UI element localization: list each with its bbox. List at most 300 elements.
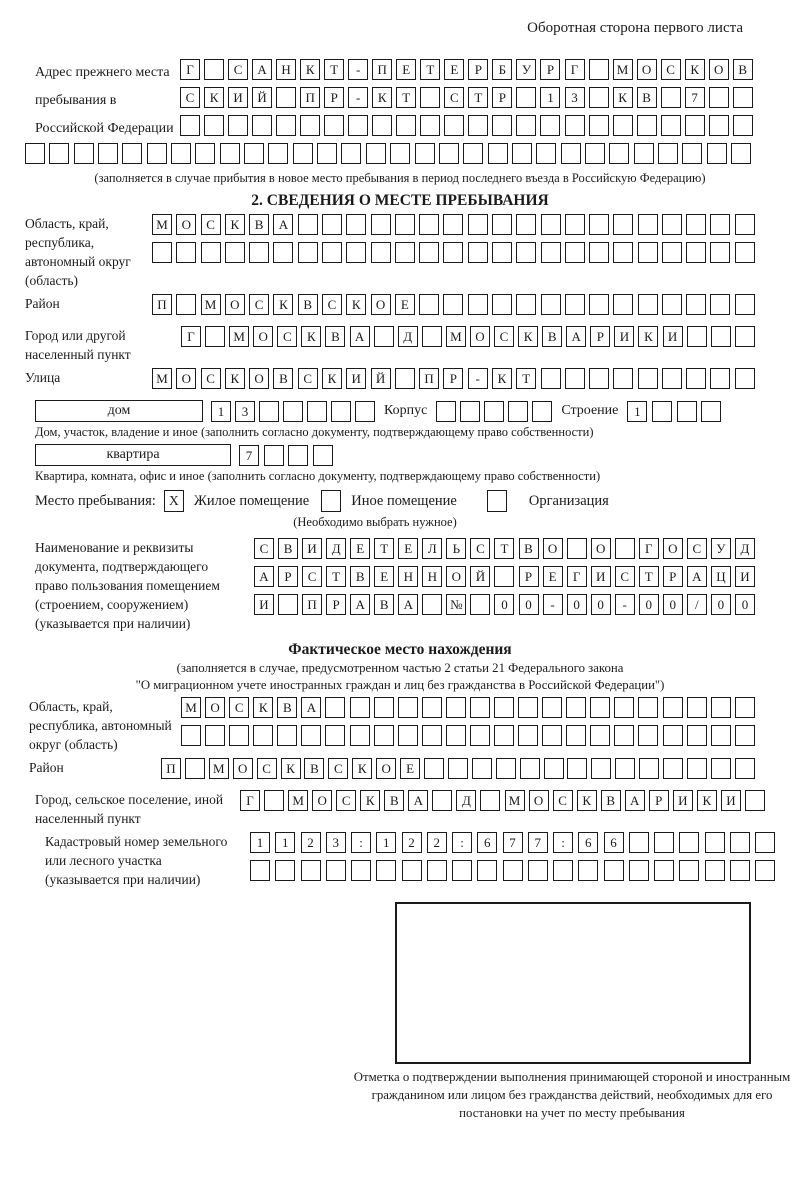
char-box xyxy=(298,214,318,235)
char-box: П xyxy=(152,294,172,315)
char-box xyxy=(366,143,386,164)
char-box xyxy=(638,242,658,263)
char-box xyxy=(204,115,224,136)
char-box: К xyxy=(638,326,658,347)
char-box xyxy=(307,401,327,422)
char-box xyxy=(390,143,410,164)
char-box xyxy=(565,368,585,389)
char-box: П xyxy=(300,87,320,108)
char-box: О xyxy=(591,538,611,559)
char-box xyxy=(301,725,321,746)
char-box: 1 xyxy=(275,832,295,853)
actual-district-field xyxy=(25,758,775,786)
char-box xyxy=(420,87,440,108)
char-box: В xyxy=(249,214,269,235)
char-box xyxy=(731,143,751,164)
char-box: 2 xyxy=(427,832,447,853)
char-box: А xyxy=(350,594,370,615)
char-box xyxy=(176,294,196,315)
char-box xyxy=(735,242,755,263)
apartment-cells xyxy=(239,445,333,466)
char-box: : xyxy=(351,832,371,853)
char-box: А xyxy=(566,326,586,347)
char-box xyxy=(710,368,730,389)
char-box xyxy=(374,326,394,347)
char-box: Т xyxy=(516,368,536,389)
char-box xyxy=(709,115,729,136)
char-box xyxy=(541,214,561,235)
char-box: М xyxy=(229,326,249,347)
char-box: 1 xyxy=(627,401,647,422)
char-box xyxy=(662,242,682,263)
char-box xyxy=(561,143,581,164)
char-box xyxy=(225,242,245,263)
char-box: И xyxy=(721,790,741,811)
cadastral-row-2 xyxy=(250,860,775,881)
char-box xyxy=(420,115,440,136)
char-box xyxy=(707,143,727,164)
char-box: П xyxy=(372,59,392,80)
char-box: 3 xyxy=(565,87,585,108)
char-box xyxy=(443,294,463,315)
apartment-box-label: квартира xyxy=(35,444,231,466)
char-box xyxy=(565,242,585,263)
char-box: А xyxy=(273,214,293,235)
char-box: М xyxy=(613,59,633,80)
stay-type-checkbox-residential: X xyxy=(164,490,184,512)
actual-region-row-1 xyxy=(181,697,755,718)
char-box xyxy=(578,860,598,881)
char-box: В xyxy=(304,758,324,779)
char-box xyxy=(350,725,370,746)
char-box xyxy=(710,294,730,315)
char-box: И xyxy=(673,790,693,811)
char-box: Н xyxy=(276,59,296,80)
char-box: А xyxy=(398,594,418,615)
char-box: 3 xyxy=(326,832,346,853)
char-box xyxy=(518,697,538,718)
house-number-cells xyxy=(211,401,375,422)
char-box xyxy=(661,115,681,136)
char-box xyxy=(541,368,561,389)
char-box xyxy=(677,401,697,422)
char-box: К xyxy=(301,326,321,347)
char-box xyxy=(484,401,504,422)
previous-address-label: Адрес прежнего места пребывания в Российской Федерации xyxy=(35,65,174,136)
char-box xyxy=(205,725,225,746)
char-box xyxy=(565,294,585,315)
char-box xyxy=(250,860,270,881)
house-row xyxy=(35,400,775,422)
char-box: Т xyxy=(326,566,346,587)
char-box: В xyxy=(601,790,621,811)
char-box xyxy=(613,294,633,315)
previous-address-row-4 xyxy=(25,143,751,164)
char-box xyxy=(544,758,564,779)
char-box: К xyxy=(492,368,512,389)
char-box: Б xyxy=(492,59,512,80)
char-box: К xyxy=(352,758,372,779)
char-box: : xyxy=(452,832,472,853)
char-box: 2 xyxy=(402,832,422,853)
char-box xyxy=(374,725,394,746)
char-box xyxy=(205,326,225,347)
char-box xyxy=(634,143,654,164)
stroenie-label: Строение xyxy=(561,403,619,418)
char-box xyxy=(419,294,439,315)
char-box: О xyxy=(446,566,466,587)
char-box: И xyxy=(254,594,274,615)
char-box: М xyxy=(209,758,229,779)
char-box xyxy=(253,725,273,746)
char-box: П xyxy=(302,594,322,615)
char-box xyxy=(492,242,512,263)
char-box: В xyxy=(374,594,394,615)
char-box: С xyxy=(444,87,464,108)
char-box xyxy=(679,860,699,881)
char-box xyxy=(685,115,705,136)
char-box: Ь xyxy=(446,538,466,559)
char-box: Е xyxy=(395,294,415,315)
page-side-note: Оборотная сторона первого листа xyxy=(527,20,743,36)
char-box xyxy=(566,725,586,746)
char-box: С xyxy=(336,790,356,811)
char-box: 7 xyxy=(503,832,523,853)
char-box xyxy=(468,242,488,263)
char-box: К xyxy=(273,294,293,315)
char-box: К xyxy=(346,294,366,315)
char-box: 6 xyxy=(578,832,598,853)
actual-district-label: Район xyxy=(29,760,64,775)
char-box xyxy=(325,725,345,746)
char-box: О xyxy=(371,294,391,315)
char-box xyxy=(220,143,240,164)
region-grid xyxy=(152,214,755,270)
char-box: С xyxy=(254,538,274,559)
char-box xyxy=(252,115,272,136)
actual-region-field xyxy=(25,697,775,754)
char-box xyxy=(755,832,775,853)
char-box: Р xyxy=(326,594,346,615)
previous-address-block xyxy=(25,59,775,164)
char-box xyxy=(402,860,422,881)
char-box: Р xyxy=(443,368,463,389)
char-box: К xyxy=(281,758,301,779)
char-box xyxy=(687,697,707,718)
char-box xyxy=(415,143,435,164)
char-box xyxy=(701,401,721,422)
char-box: А xyxy=(687,566,707,587)
house-box-label: дом xyxy=(35,400,203,422)
char-box: - xyxy=(348,59,368,80)
actual-location-title: Фактическое место нахождения xyxy=(288,641,512,658)
char-box: - xyxy=(468,368,488,389)
section2-title: 2. СВЕДЕНИЯ О МЕСТЕ ПРЕБЫВАНИЯ xyxy=(251,192,549,209)
char-box: М xyxy=(181,697,201,718)
char-box: С xyxy=(228,59,248,80)
char-box xyxy=(436,401,456,422)
char-box: С xyxy=(298,368,318,389)
apartment-note: Квартира, комната, офис и иное (заполнить согласно документу, подтверждающему право собственности) xyxy=(35,469,601,483)
previous-address-row-3 xyxy=(180,115,753,136)
char-box xyxy=(273,242,293,263)
char-box: С xyxy=(249,294,269,315)
char-box: Т xyxy=(396,87,416,108)
stay-type-row xyxy=(35,490,775,512)
char-box xyxy=(709,87,729,108)
char-box xyxy=(313,445,333,466)
char-box: Д xyxy=(456,790,476,811)
char-box xyxy=(613,214,633,235)
char-box: Р xyxy=(540,59,560,80)
document-row-3 xyxy=(254,594,755,615)
district-row xyxy=(152,294,755,315)
char-box xyxy=(516,115,536,136)
city-row xyxy=(181,326,755,347)
char-box xyxy=(735,368,755,389)
char-box: А xyxy=(350,326,370,347)
char-box xyxy=(460,401,480,422)
char-box xyxy=(171,143,191,164)
char-box xyxy=(249,242,269,263)
document-label: Наименование и реквизиты документа, подтверждающего право пользования помещением (строением, сооружением) (указывается при наличии) xyxy=(35,540,220,631)
char-box: В xyxy=(384,790,404,811)
char-box xyxy=(566,697,586,718)
char-box xyxy=(372,115,392,136)
char-box xyxy=(541,242,561,263)
char-box xyxy=(244,143,264,164)
char-box xyxy=(346,214,366,235)
char-box xyxy=(492,214,512,235)
char-box: К xyxy=(372,87,392,108)
char-box: Д xyxy=(735,538,755,559)
char-box xyxy=(730,860,750,881)
char-box: О xyxy=(253,326,273,347)
char-box xyxy=(201,242,221,263)
char-box: О xyxy=(249,368,269,389)
char-box xyxy=(341,143,361,164)
char-box xyxy=(516,214,536,235)
char-box xyxy=(395,368,415,389)
char-box xyxy=(705,832,725,853)
char-box xyxy=(503,860,523,881)
char-box xyxy=(682,143,702,164)
char-box: И xyxy=(346,368,366,389)
char-box xyxy=(553,860,573,881)
char-box xyxy=(567,538,587,559)
char-box xyxy=(662,294,682,315)
char-box xyxy=(468,294,488,315)
char-box: Т xyxy=(420,59,440,80)
char-box xyxy=(350,697,370,718)
char-box: Е xyxy=(543,566,563,587)
char-box xyxy=(661,87,681,108)
char-box xyxy=(25,143,45,164)
char-box: О xyxy=(176,368,196,389)
char-box xyxy=(733,87,753,108)
char-box xyxy=(638,725,658,746)
char-box: Т xyxy=(639,566,659,587)
char-box: С xyxy=(470,538,490,559)
char-box: Р xyxy=(324,87,344,108)
char-box xyxy=(324,115,344,136)
char-box xyxy=(710,242,730,263)
char-box: 0 xyxy=(567,594,587,615)
char-box: 0 xyxy=(639,594,659,615)
char-box: 1 xyxy=(211,401,231,422)
char-box xyxy=(686,368,706,389)
char-box: И xyxy=(663,326,683,347)
char-box xyxy=(629,832,649,853)
char-box: 1 xyxy=(250,832,270,853)
previous-address-note: (заполняется в случае прибытия в новое место пребывания в период последнего въезда в Российскую Федерацию) xyxy=(94,171,706,185)
char-box: Т xyxy=(324,59,344,80)
char-box xyxy=(147,143,167,164)
char-box: 3 xyxy=(235,401,255,422)
char-box xyxy=(615,538,635,559)
char-box xyxy=(662,214,682,235)
actual-region-label: Область, край, республика, автономный округ (область) xyxy=(29,699,172,752)
char-box xyxy=(494,725,514,746)
char-box xyxy=(283,401,303,422)
char-box xyxy=(419,214,439,235)
char-box: К xyxy=(685,59,705,80)
char-box: К xyxy=(518,326,538,347)
char-box xyxy=(331,401,351,422)
char-box: В xyxy=(519,538,539,559)
char-box: С xyxy=(257,758,277,779)
char-box xyxy=(711,326,731,347)
stay-type-option-residential: Жилое помещение xyxy=(193,492,310,509)
char-box: 7 xyxy=(685,87,705,108)
char-box xyxy=(711,725,731,746)
char-box xyxy=(733,115,753,136)
apartment-row xyxy=(35,444,775,466)
char-box xyxy=(98,143,118,164)
char-box: 0 xyxy=(591,594,611,615)
char-box xyxy=(228,115,248,136)
char-box xyxy=(658,143,678,164)
char-box xyxy=(614,725,634,746)
char-box: С xyxy=(553,790,573,811)
char-box: С xyxy=(201,368,221,389)
char-box: Р xyxy=(649,790,669,811)
char-box xyxy=(277,725,297,746)
cadastral-label: Кадастровый номер земельного или лесного участка (указывается при наличии) xyxy=(45,834,228,887)
char-box xyxy=(477,860,497,881)
char-box: О xyxy=(637,59,657,80)
char-box: К xyxy=(697,790,717,811)
char-box: К xyxy=(577,790,597,811)
char-box: Г xyxy=(181,326,201,347)
confirmation-stamp-box xyxy=(395,902,751,1064)
char-box: М xyxy=(505,790,525,811)
char-box xyxy=(470,697,490,718)
char-box xyxy=(565,115,585,136)
char-box: Е xyxy=(400,758,420,779)
stay-type-checkbox-other xyxy=(321,490,341,512)
char-box: П xyxy=(161,758,181,779)
region-label: Область, край, республика, автономный округ (область) xyxy=(25,216,131,288)
char-box xyxy=(492,115,512,136)
char-box xyxy=(589,214,609,235)
char-box: Е xyxy=(374,566,394,587)
char-box xyxy=(351,860,371,881)
char-box: № xyxy=(446,594,466,615)
char-box xyxy=(663,758,683,779)
char-box xyxy=(687,326,707,347)
char-box: П xyxy=(419,368,439,389)
char-box: С xyxy=(201,214,221,235)
stay-type-label: Место пребывания: xyxy=(35,492,156,509)
char-box: Е xyxy=(444,59,464,80)
char-box: Й xyxy=(371,368,391,389)
char-box: Г xyxy=(180,59,200,80)
char-box: С xyxy=(229,697,249,718)
char-box: : xyxy=(553,832,573,853)
char-box xyxy=(589,87,609,108)
char-box: У xyxy=(516,59,536,80)
char-box: И xyxy=(228,87,248,108)
char-box xyxy=(49,143,69,164)
char-box: М xyxy=(446,326,466,347)
char-box: Т xyxy=(374,538,394,559)
char-box xyxy=(613,242,633,263)
char-box: Ц xyxy=(711,566,731,587)
char-box xyxy=(326,860,346,881)
char-box xyxy=(395,242,415,263)
char-box xyxy=(512,143,532,164)
char-box xyxy=(268,143,288,164)
char-box xyxy=(275,860,295,881)
char-box: Т xyxy=(494,538,514,559)
char-box: Й xyxy=(470,566,490,587)
char-box xyxy=(452,860,472,881)
char-box: 7 xyxy=(528,832,548,853)
char-box xyxy=(532,401,552,422)
char-box xyxy=(432,790,452,811)
char-box: 0 xyxy=(494,594,514,615)
char-box xyxy=(276,87,296,108)
char-box: 6 xyxy=(477,832,497,853)
char-box: К xyxy=(225,368,245,389)
char-box xyxy=(735,697,755,718)
char-box xyxy=(662,368,682,389)
char-box xyxy=(470,594,490,615)
char-box: В xyxy=(278,538,298,559)
char-box: М xyxy=(152,214,172,235)
char-box xyxy=(585,143,605,164)
stroenie-cells xyxy=(627,401,721,422)
char-box: С xyxy=(328,758,348,779)
char-box: Й xyxy=(252,87,272,108)
char-box: - xyxy=(348,87,368,108)
char-box xyxy=(745,790,765,811)
char-box xyxy=(686,294,706,315)
street-label: Улица xyxy=(25,370,61,385)
district-field xyxy=(25,294,775,322)
char-box xyxy=(518,725,538,746)
char-box xyxy=(463,143,483,164)
char-box xyxy=(735,326,755,347)
char-box: Р xyxy=(278,566,298,587)
char-box xyxy=(427,860,447,881)
char-box: О xyxy=(543,538,563,559)
char-box: Е xyxy=(350,538,370,559)
char-box: Г xyxy=(565,59,585,80)
char-box: 7 xyxy=(239,445,259,466)
char-box: 2 xyxy=(301,832,321,853)
